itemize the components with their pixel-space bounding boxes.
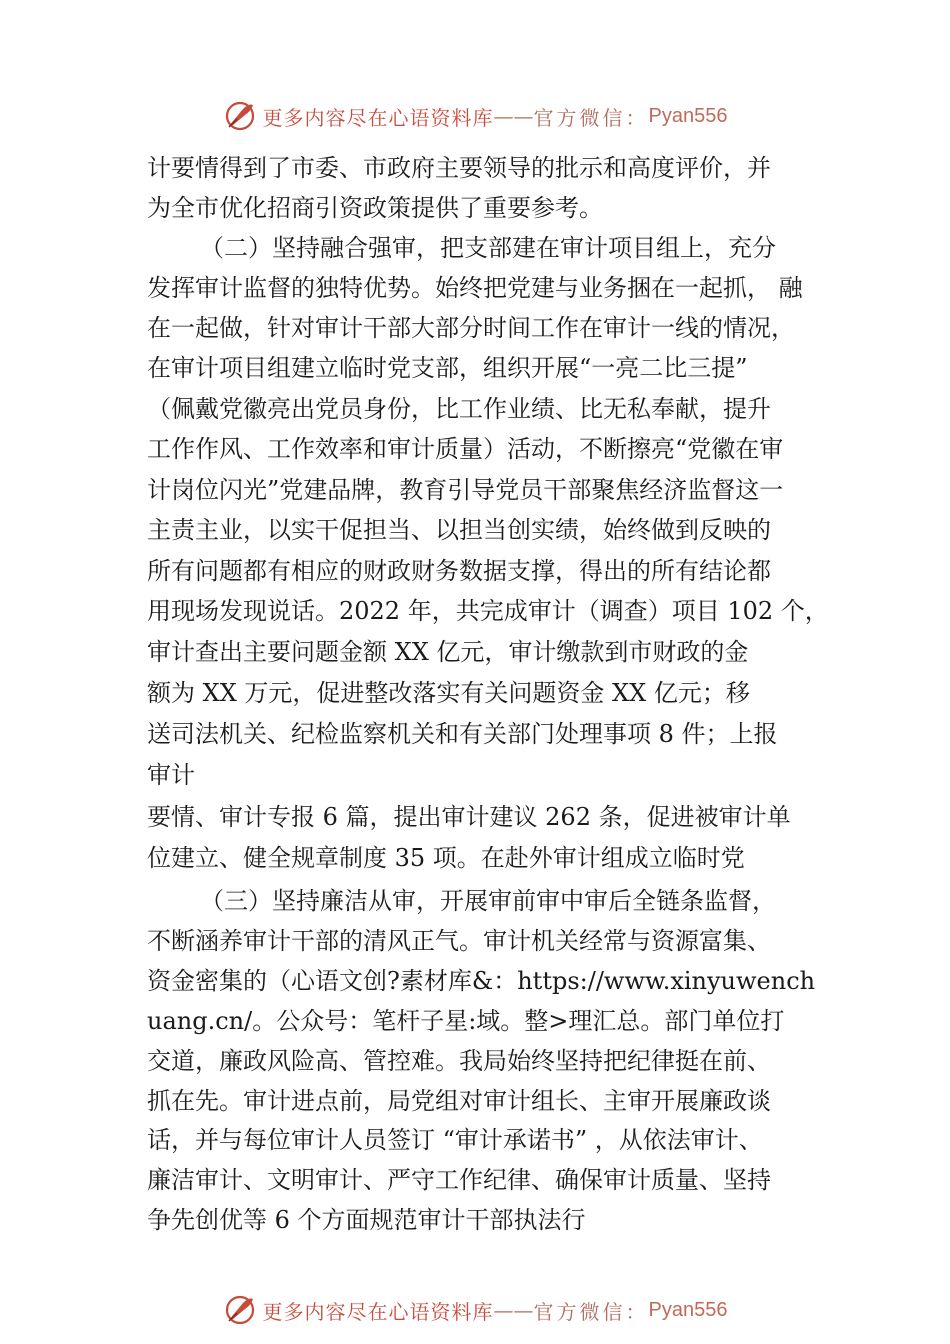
- banner-official-label: 官方微信：: [533, 105, 649, 130]
- banner-separator: ——: [493, 104, 534, 128]
- banner-separator: ——: [493, 1298, 534, 1322]
- text-line: 审计: [147, 761, 195, 789]
- text-line: 不断涵养审计干部的清风正气。审计机关经常与资源富集、: [147, 927, 771, 955]
- section-heading-line: （三）坚持廉洁从审，开展审前审中审后全链条监督，: [200, 887, 776, 915]
- banner-main-text: 更多内容尽在心语资料库: [262, 105, 494, 130]
- text-line: 所有问题都有相应的财政财务数据支撑，得出的所有结论都: [147, 557, 771, 585]
- text-line: 资金密集的（心语文创?素材库&：https://www.xinyuwench: [147, 967, 816, 995]
- text-line: 交道，廉政风险高、管控难。我局始终坚持把纪律挺在前、: [147, 1047, 771, 1075]
- text-line: （佩戴党徽亮出党员身份，比工作业绩、比无私奉献，提升: [147, 395, 771, 423]
- text-line: 在审计项目组建立临时党支部，组织开展“一亮二比三提”: [147, 354, 748, 382]
- text-line: 发挥审计监督的独特优势。始终把党建与业务捆在一起抓， 融: [147, 274, 803, 302]
- text-line: 主责主业，以实干促担当、以担当创实绩，始终做到反映的: [147, 516, 771, 544]
- banner-wechat-id: Pyan556: [648, 1298, 728, 1321]
- header-banner: [0, 96, 950, 136]
- banner-wechat-id: Pyan556: [648, 104, 728, 127]
- text-line: 话，并与每位审计人员签订 “审计承诺书” ，从依法审计、: [147, 1126, 763, 1154]
- section-heading-line: （二）坚持融合强审，把支部建在审计项目组上，充分: [200, 234, 776, 262]
- text-line: 计要情得到了市委、市政府主要领导的批示和高度评价，并: [147, 154, 771, 182]
- text-line: 位建立、健全规章制度 35 项。在赴外审计组成立临时党: [147, 844, 745, 872]
- text-line: 用现场发现说话。2022 年，共完成审计（调查）项目 102 个，: [147, 597, 829, 625]
- banner-official-label: 官方微信：: [533, 1299, 649, 1324]
- text-line: 抓在先。审计进点前，局党组对审计组长、主审开展廉政谈: [147, 1087, 771, 1115]
- text-line: 为全市优化招商引资政策提供了重要参考。: [147, 194, 603, 222]
- text-line: 计岗位闪光”党建品牌，教育引导党员干部聚焦经济监督这一: [147, 476, 784, 504]
- text-line: 廉洁审计、文明审计、严守工作纪律、确保审计质量、坚持: [147, 1166, 771, 1194]
- quill-pen-icon: [223, 1293, 257, 1327]
- text-line: 额为 XX 万元，促进整改落实有关问题资金 XX 亿元；移: [147, 679, 750, 707]
- text-line: 要情、审计专报 6 篇，提出审计建议 262 条，促进被审计单: [147, 803, 791, 831]
- quill-pen-icon: [223, 99, 257, 133]
- text-line: 审计查出主要问题金额 XX 亿元，审计缴款到市财政的金: [147, 638, 749, 666]
- footer-banner: [0, 1290, 950, 1330]
- text-line: 争先创优等 6 个方面规范审计干部执法行: [147, 1206, 586, 1234]
- text-line: 在一起做，针对审计干部大部分时间工作在审计一线的情况，: [147, 314, 795, 342]
- text-line: uang.cn/。公众号：笔杆子星:域。整>理汇总。部门单位打: [147, 1007, 785, 1035]
- text-line: 工作作风、工作效率和审计质量）活动，不断擦亮“党徽在审: [147, 435, 784, 463]
- banner-main-text: 更多内容尽在心语资料库: [262, 1299, 494, 1324]
- text-line: 送司法机关、纪检监察机关和有关部门处理事项 8 件；上报: [147, 720, 778, 748]
